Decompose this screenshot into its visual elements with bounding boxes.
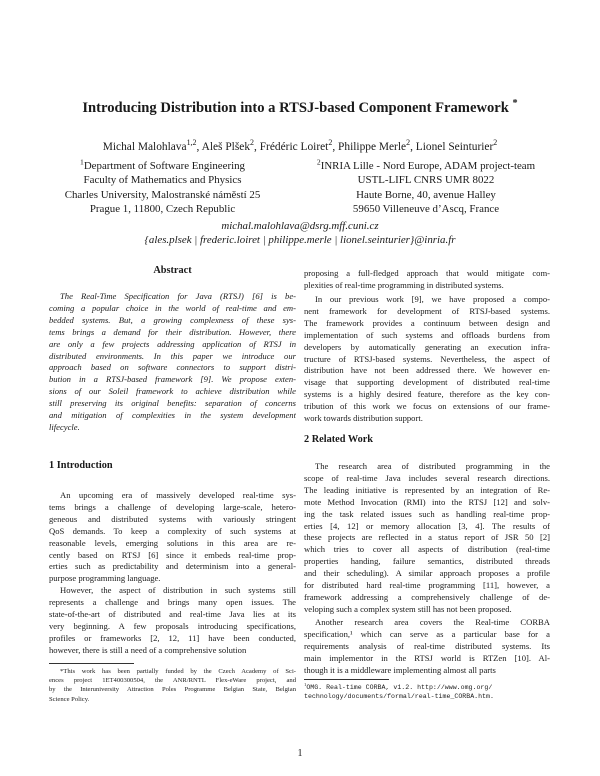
text-line: for distributed hard real-time programming [11], however, a [304, 580, 550, 591]
text-line: erties such as predictability and determinism into a general- [49, 561, 296, 572]
text-line: specification,¹ which can serve as a particular base for a [304, 628, 550, 639]
text-line: An upcoming era of massively developed real-time sys- [60, 490, 296, 500]
text-line: purpose programming language. [49, 573, 161, 584]
text-line: The Real-Time Specification for Java (RTSJ) [6] is be- [60, 291, 296, 301]
text-line: work towards distribution support. [304, 413, 423, 424]
text-line: sions of our Soleil framework to achieve distribution while [49, 386, 296, 397]
text-line: tems brings a challenge of developing large-scale, hetero- [49, 501, 296, 512]
section-2-paragraph-1 [304, 461, 550, 616]
author-separator: , [196, 141, 202, 153]
abstract-body [49, 291, 296, 434]
author-name: Michal Malohlava [102, 141, 187, 153]
footnote-rule [49, 663, 134, 664]
author-affiliation-mark: 1,2 [186, 138, 197, 148]
text-line: still preserving its original benefits: separation of concerns [49, 398, 296, 409]
author-name: Philippe Merle [338, 141, 407, 153]
author-affiliation-mark: 2 [493, 138, 498, 148]
page-number: 1 [297, 748, 303, 759]
right-paragraph-0 [304, 268, 550, 292]
text-line: QoS demands. To keep a complexity of such systems at [49, 525, 296, 536]
text-line: framework addressing a comprehensively challenge of de- [304, 591, 550, 602]
text-line: The research area of distributed programming in the [315, 461, 550, 471]
author-affiliation-mark: 2 [328, 138, 333, 148]
text-line: ing the task related issues such as handling real-time prop- [304, 508, 550, 519]
text-line: developers by automatically generating an execution infra- [304, 341, 550, 352]
text-line: these projects are reflected in a status report of JSR 50 [2] [304, 532, 550, 543]
text-line: The leading initiative is represented by an integration of Re- [304, 484, 550, 495]
text-line: ences project 1ET400300504, the ANR/RNTL Flex-eWare project, and [49, 677, 296, 685]
author-affiliation-mark: 2 [250, 138, 255, 148]
section-1-paragraph-2 [49, 585, 296, 656]
text-line: state-of-the-art of distributed and real-time Java lies at its [49, 608, 296, 619]
text-line: scope of real-time Java includes several research directions. [304, 472, 550, 483]
text-line: visage that supporting development of distributed real-time [304, 377, 550, 388]
section-1-paragraph-1 [49, 490, 296, 585]
text-line: by the Interuniversity Attraction Poles Programme Belgian State, Belgian [49, 686, 296, 694]
text-line: very beginning. A few proposals introducing specifications, [49, 620, 296, 631]
text-line: plexities of real-time programming in distributed systems. [304, 279, 504, 290]
text-line: proposing a full-fledged approach that would mitigate com- [304, 268, 550, 278]
text-line: In our previous work [9], we have proposed a compo- [315, 294, 550, 304]
text-line: reasonable levels, emerging solutions in this area are re- [49, 537, 296, 548]
affiliation-1: $^1$Department of Software Engineering Faculty of Mathematics and Physics Charles University, Malostranské náměstí 25 Prague 1, 11800, Czech Republic [64, 157, 261, 216]
text-line: Science Policy. [49, 695, 90, 703]
abstract-heading: Abstract [153, 265, 192, 276]
text-line: bution in a RTSJ-based framework [9]. We propose exten- [49, 374, 296, 385]
text-line: nent framework for development of RTSJ-based systems. [304, 305, 550, 316]
text-line: properties handing, failure semantics, distributed threads [304, 556, 550, 567]
text-line: geneous and distributed systems with variously stringent [49, 513, 296, 524]
right-paragraph-1 [304, 294, 550, 425]
text-line: represents a challenge and brings many open issues. The [49, 596, 296, 607]
text-line: *This work has been partially funded by the Czech Academy of Sci- [60, 668, 296, 675]
text-line: tribution of this work we focus on extensions of our frame- [304, 401, 550, 412]
text-line: systems is a highly desired feature, therefore as the key con- [304, 389, 550, 400]
author-name: Frédéric Loiret [259, 141, 329, 153]
text-line: are only a few projects addressing application of RTSJ in [49, 338, 296, 349]
text-line: coming a popular choice in the world of real-time and em- [49, 302, 296, 313]
text-line: which tries to cover all aspects of distribution (real-time [304, 544, 550, 555]
author-affiliation-mark: 2 [406, 138, 411, 148]
email-2: {ales.plsek | frederic.loiret | philippe.merle | lionel.seinturier}@inria.fr [144, 234, 456, 247]
author-list [0, 138, 600, 153]
author-emails [0, 219, 600, 248]
text-line: lifecycle. [49, 421, 80, 432]
text-line: tructure of RTSJ-based systems. Nevertheless, the aspect of [304, 353, 550, 364]
text-line: erties [4, 12] or memory allocation [3, 4]. The results of [304, 520, 550, 531]
text-line: The framework provides a continuum between design and [304, 317, 550, 328]
footnote-corba: $^1$OMG. Real-time CORBA, v1.2. http://www.omg.org/ technology/documents/formal/real-time_CORBA.htm. [304, 681, 494, 701]
title-footnote-mark: * [512, 98, 518, 110]
author-name: Lionel Seinturier [415, 141, 494, 153]
text-line: approach based on software connectors to support distri- [49, 362, 296, 373]
text-line: main implementor in the RTSJ world is RTZen [10]. Al- [304, 652, 550, 663]
affiliation-2: $^2$INRIA Lille - Nord Europe, ADAM project-team USTL-LIFL CNRS UMR 8022 Haute Borne, 40, avenue Halley 59650 Villeneuve d’Ascq, France [316, 157, 536, 216]
footnote-funding [49, 667, 296, 704]
email-1: michal.malohlava@dsrg.mff.cuni.cz [221, 220, 379, 232]
text-line: tems brings a demand for their distribution. However, there [49, 326, 296, 337]
text-line: and their scheduling). A similar approach proposes a profile [304, 568, 550, 579]
text-line: distribution have not been addressed there. We however en- [304, 365, 550, 376]
text-line: requirements analysis of real-time distributed systems. Its [304, 640, 550, 651]
author-separator: , [410, 141, 416, 153]
text-line: Another research area covers the Real-time CORBA [315, 617, 550, 627]
text-line: however, there is still a need of a comprehensive solution [49, 644, 247, 655]
text-line: mote Method Invocation (RMI) into the RTSJ [12] and solv- [304, 496, 550, 507]
author-name: Aleš Plšek [201, 141, 251, 153]
text-line: profiles or frameworks [2, 12, 11] have been conducted, [49, 632, 296, 643]
paper-title: Introducing Distribution into a RTSJ-based Component Framework * [82, 98, 518, 116]
text-line: However, the aspect of distribution in such systems still [60, 585, 296, 595]
footnote-rule-right [304, 679, 389, 680]
text-line: and mitigation of complexities in the system development [49, 410, 296, 421]
section-2-paragraph-2 [304, 617, 550, 677]
author-separator: , [332, 141, 339, 153]
text-line: implementation of such systems and offloads burdens from [304, 329, 550, 340]
text-line: though it is a middleware implementing almost all parts [304, 664, 496, 675]
text-line: cently based on RTSJ [6] since it embeds real-time prop- [49, 549, 296, 560]
text-line: bedded systems. But, a growing complexness of these sys- [49, 314, 296, 325]
author-separator: , [254, 141, 260, 153]
section-2-heading: 2 Related Work [304, 434, 374, 445]
section-1-heading: 1 Introduction [49, 460, 113, 471]
text-line: distributed environments. In this paper we introduce our [49, 350, 296, 361]
text-line: veloping such a complex system still has not been proposed. [304, 603, 512, 614]
